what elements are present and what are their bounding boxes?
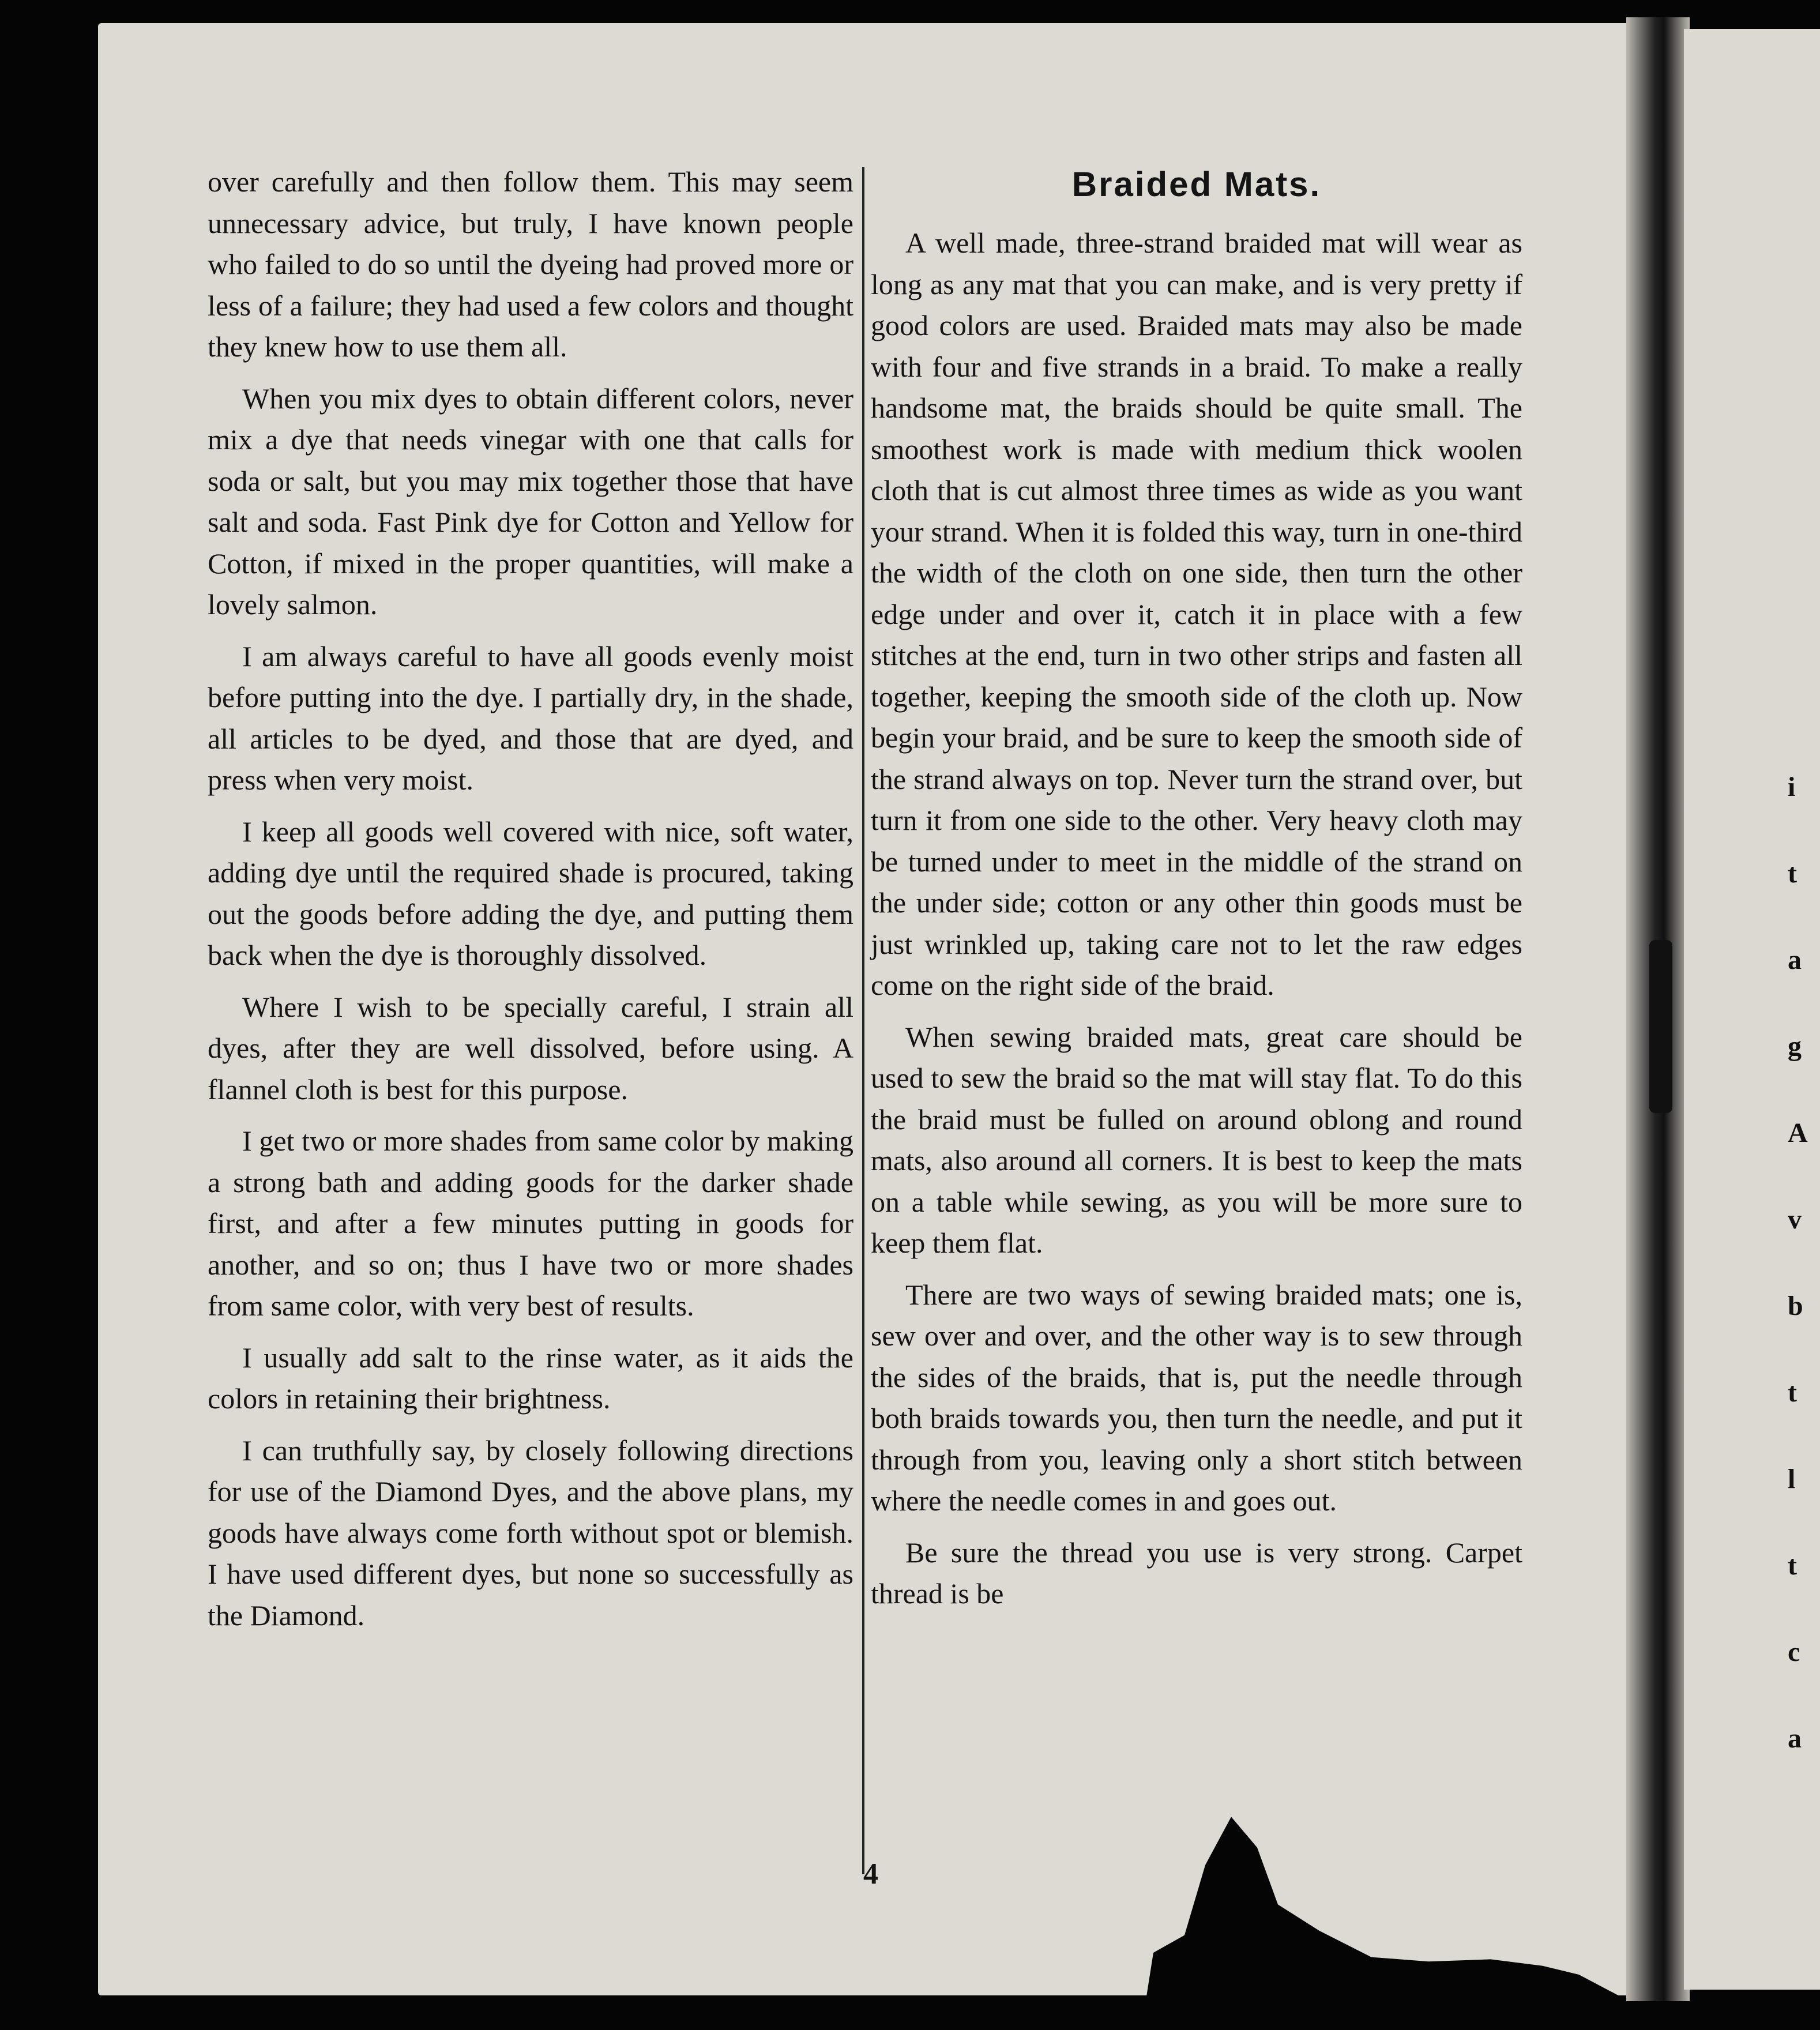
paragraph: over carefully and then follow them. This may seem unnecessary advice, but truly, I have known people who failed to do so until the dyeing had proved more or less of a failure; they had used a few colors and thought they knew how to use them all.	[208, 166, 853, 363]
paragraph: Where I wish to be specially careful, I strain all dyes, after they are well dissolved, before using. A flannel cloth is best for this purpose.	[208, 990, 853, 1106]
paragraph: When sewing braided mats, great care should be used to sew the braid so the mat will stay flat. To do this the braid must be fulled on around oblong and round mats, also around all corners. It is best to keep the mats on a table while sewing, as you will be more sure to keep them flat.	[871, 1020, 1522, 1259]
page-number: 4	[863, 1858, 878, 1890]
edge-letter: t	[1788, 1550, 1797, 1581]
paragraph: I can truthfully say, by closely following directions for use of the Diamond Dyes, and the above plans, my goods have always come forth without spot or blemish. I have used different dyes, but none so successfully as the Diamond.	[208, 1434, 853, 1631]
edge-letter: g	[1788, 1031, 1802, 1062]
edge-letter: c	[1788, 1637, 1800, 1667]
edge-letter: A	[1788, 1118, 1808, 1148]
facing-page-edge	[1684, 29, 1820, 1990]
paragraph: Be sure the thread you use is very strong. Carpet thread is be	[871, 1536, 1522, 1610]
paragraph: A well made, three-strand braided mat will wear as long as any mat that you can make, and is very pretty if good colors are used. Braided mats may also be made with four and five strands in a braid. To make a really handsome mat, the braids should be quite small. The smoothest work is made with medium thick woolen cloth that is cut almost three times as wide as you want your strand. When it is folded this way, turn in one-third the width of the cloth on one side, then turn the other edge under and over it, catch it in place with a few stitches at the end, turn in two other strips and fasten all together, keeping the smooth side of the cloth up. Now begin your braid, and be sure to keep the smooth side of the strand always on top. Never turn the strand over, but turn it from one side to the other. Very heavy cloth may be turned under to meet in the middle of the strand on the under side; cotton or any other thin goods must be just wrinkled up, taking care not to let the raw edges come on the right side of the braid.	[871, 227, 1522, 1001]
left-column	[208, 161, 853, 1646]
paragraph: I keep all goods well covered with nice, soft water, adding dye until the required shade is procured, taking out the goods before adding the dye, and putting them back when the dye is thoroughly dissolved.	[208, 815, 853, 971]
edge-letter: a	[1788, 945, 1802, 975]
paragraph: I usually add salt to the rinse water, as it aids the colors in retaining their brightness.	[208, 1341, 853, 1415]
facing-page-letters	[1788, 744, 1817, 1782]
section-heading: Braided Mats.	[1071, 165, 1322, 204]
right-column	[871, 161, 1522, 1625]
edge-letter: a	[1788, 1723, 1802, 1754]
paragraph: I am always careful to have all goods evenly moist before putting into the dye. I partially dry, in the shade, all articles to be dyed, and those that are dyed, and press when very moist.	[208, 640, 853, 796]
column-divider	[862, 167, 864, 1874]
edge-letter: b	[1788, 1291, 1803, 1321]
binding-clip	[1649, 940, 1672, 1113]
paragraph: There are two ways of sewing braided mats; one is, sew over and over, and the other way is to sew through the sides of the braids, that is, put the needle through both braids towards you, then turn the needle, and put it through from you, leaving only a short stitch between where the needle comes in and goes out.	[871, 1278, 1522, 1517]
edge-letter: i	[1788, 772, 1796, 802]
edge-letter: t	[1788, 858, 1797, 889]
paragraph: I get two or more shades from same color by making a strong bath and adding goods for the darker shade first, and after a few minutes putting in goods for another, and so on; thus I have two or more shades from same color, with very best of results.	[208, 1125, 853, 1322]
edge-letter: l	[1788, 1464, 1796, 1494]
edge-letter: t	[1788, 1377, 1797, 1408]
paragraph: When you mix dyes to obtain different colors, never mix a dye that needs vinegar with one that calls for soda or salt, but you may mix together those that have salt and soda. Fast Pink dye for Cotton and Yellow for Cotton, if mixed in the proper quantities, will make a lovely salmon.	[208, 382, 853, 621]
edge-letter: v	[1788, 1204, 1802, 1235]
